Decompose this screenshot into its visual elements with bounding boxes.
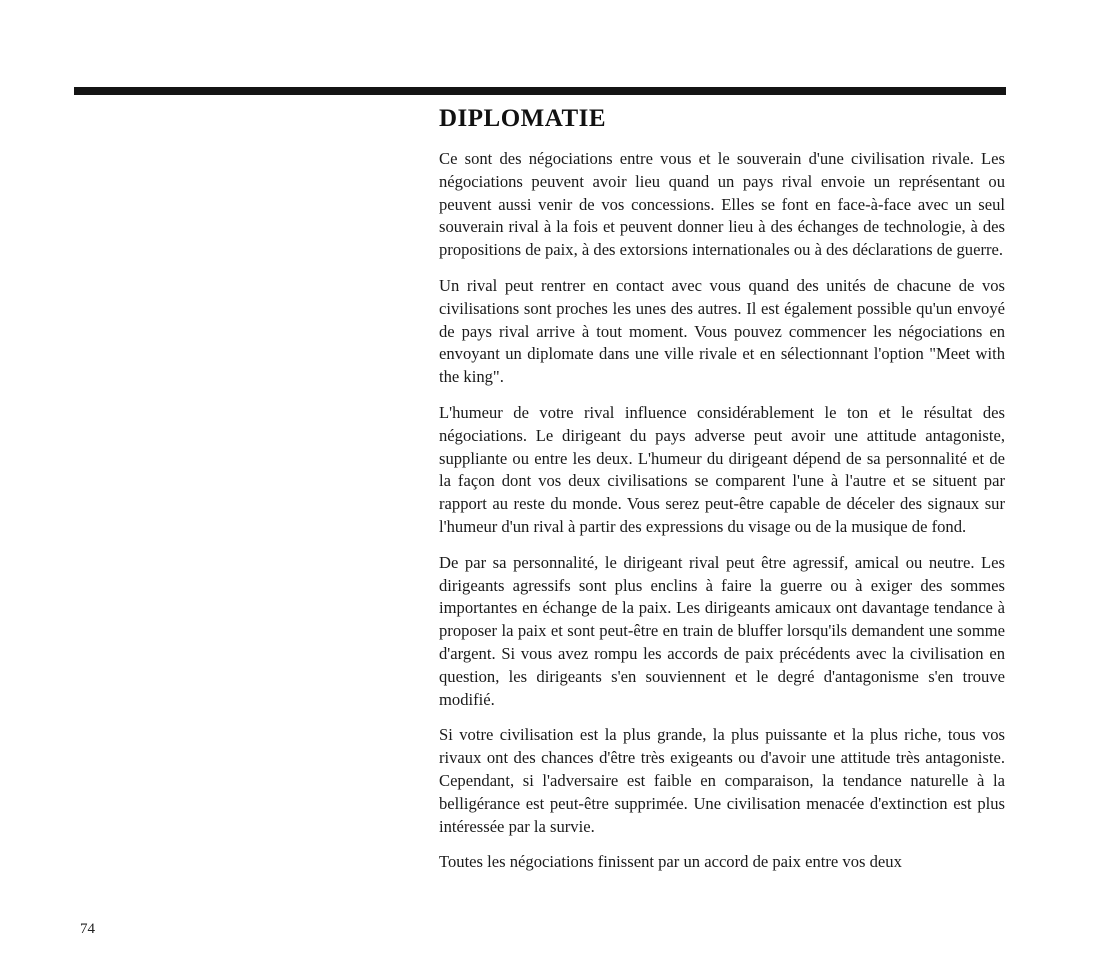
top-rule	[74, 87, 1006, 95]
paragraph-3: L'humeur de votre rival influence considérablement le ton et le résultat des négociations. Le dirigeant du pays adverse peut avoir une attitude antagoniste, suppliante ou entre les deux. L'humeur du dirigeant dépend de sa personnalité et de la façon dont vos deux civilisations se comparent l'une à l'autre et se situent par rapport au reste du monde. Vous serez peut-être capable de déceler des signaux sur l'humeur d'un rival à partir des expressions du visage ou de la musique de fond.	[439, 402, 1005, 536]
paragraph-1: Ce sont des négociations entre vous et le souverain d'une civilisation rivale. Les négociations peuvent avoir lieu quand un pays rival envoie un représentant ou peuvent aussi venir de vos concessions. Elles se font en face-à-face avec un seul souverain rival à la fois et peuvent donner lieu à des échanges de technologie, à des propositions de paix, à des extorsions internationales ou à des déclarations de guerre.	[439, 149, 1005, 260]
main-content	[439, 104, 1005, 887]
paragraph-5: Si votre civilisation est la plus grande, la plus puissante et la plus riche, tous vos rivaux ont des chances d'être très exigeants ou d'avoir une attitude très antagoniste. Cependant, si l'adversaire est faible en comparaison, la tendance naturelle à la belligérance est peut-être supprimée. Une civilisation menacée d'extinction est plus intéressée par la survie.	[439, 725, 1005, 836]
paragraph-4: De par sa personnalité, le dirigeant rival peut être agressif, amical ou neutre. Les dirigeants agressifs sont plus enclins à faire la guerre ou à exiger des sommes importantes en échange de la paix. Les dirigeants amicaux ont davantage tendance à proposer la paix et sont peut-être en train de bluffer lorsqu'ils demandent une somme d'argent. Si vous avez rompu les accords de paix précédents avec la civilisation en question, les dirigeants s'en souviennent et le degré d'antagonisme s'en trouve modifié.	[439, 552, 1005, 709]
paragraph-6: Toutes les négociations finissent par un accord de paix entre vos deux	[439, 852, 902, 872]
paragraph-2: Un rival peut rentrer en contact avec vous quand des unités de chacune de vos civilisations sont proches les unes des autres. Il est également possible qu'un envoyé de pays rival arrive à tout moment. Vous pouvez commencer les négociations en envoyant un diplomate dans une ville rivale et en sélectionnant l'option "Meet with the king".	[439, 275, 1005, 387]
page-number: 74	[80, 921, 95, 937]
section-title: DIPLOMATIE	[439, 105, 607, 132]
